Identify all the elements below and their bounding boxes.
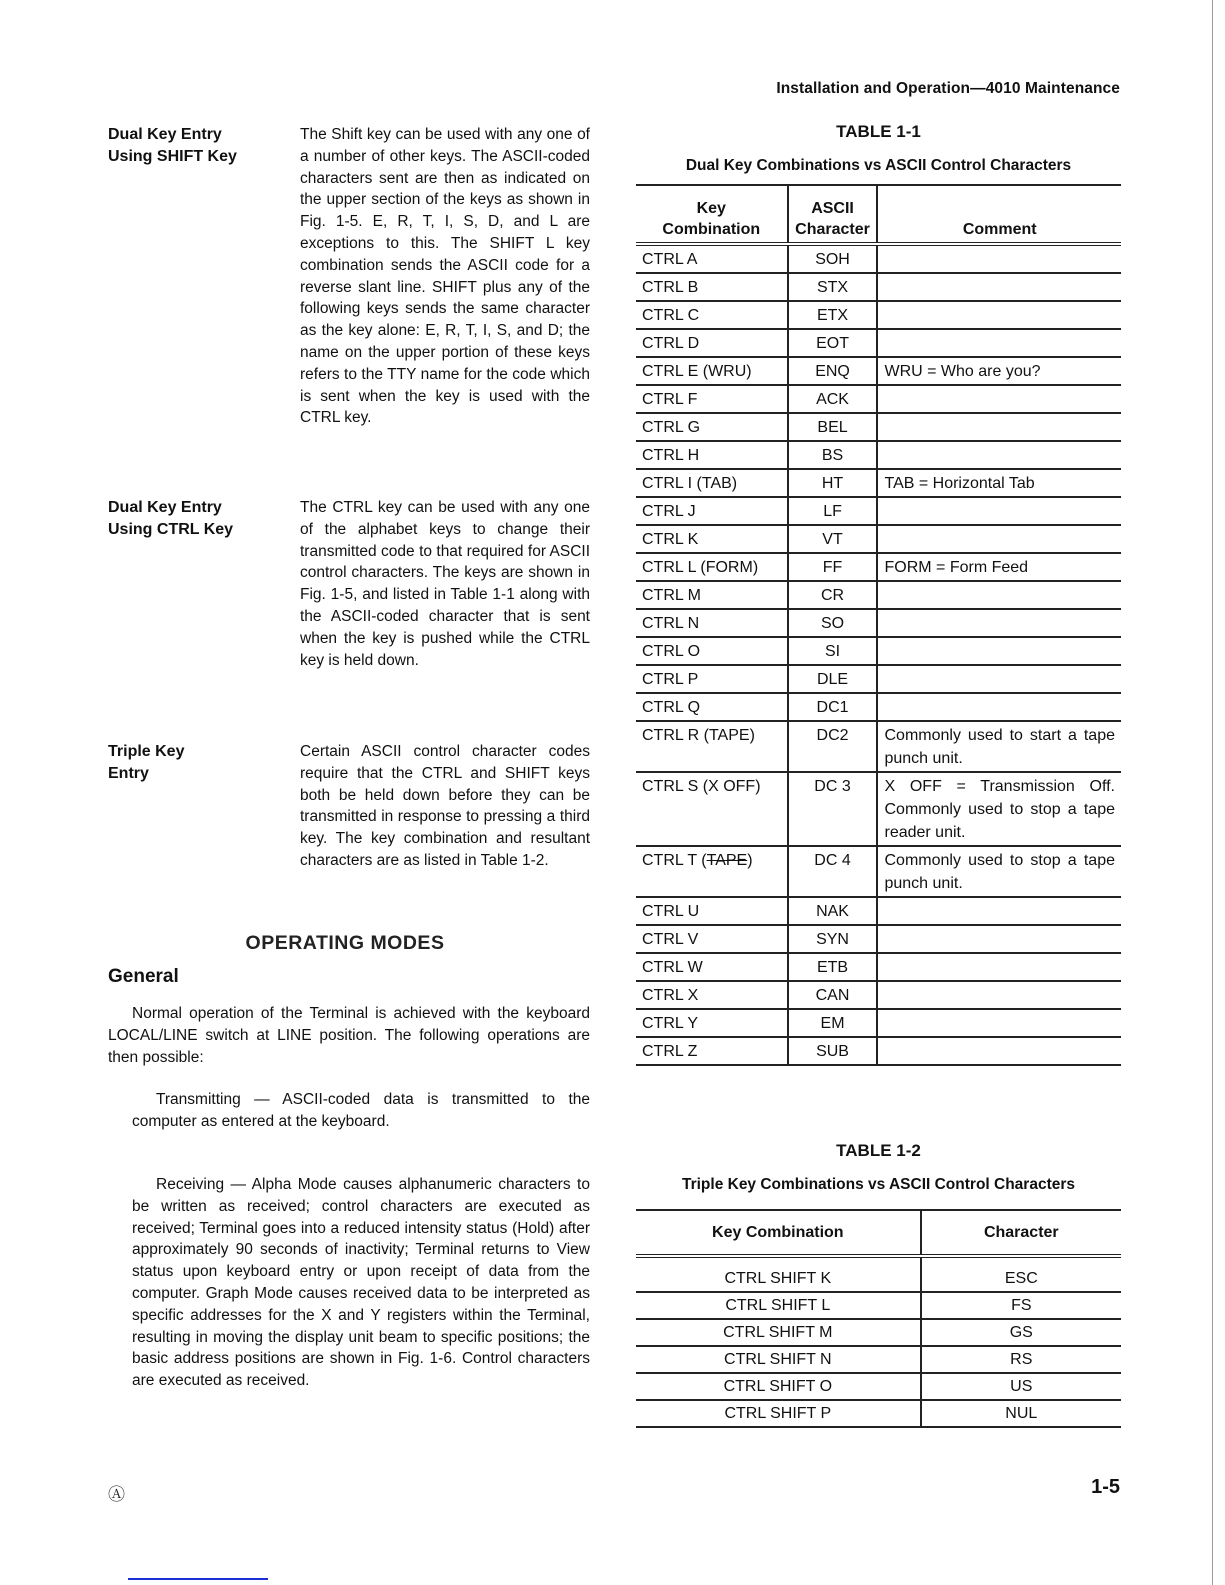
table-row: CTRL D EOT (636, 329, 1121, 357)
table-row: CTRL Z SUB (636, 1037, 1121, 1065)
table-dual-key-combinations (636, 184, 1121, 1066)
scan-artifact-rule (128, 1578, 268, 1580)
table-header-row (636, 1210, 1121, 1256)
table-row: CTRL SHIFT M GS (636, 1319, 1121, 1346)
page-number: 1-5 (1091, 1476, 1120, 1498)
column-header-key-combination: Key Combination (636, 1210, 921, 1256)
side-heading-shift: Dual Key Entry Using SHIFT Key (108, 126, 237, 165)
table-row: CTRL K VT (636, 525, 1121, 553)
running-header: Installation and Operation—4010 Maintenance (776, 80, 1120, 97)
table-row: CTRL G BEL (636, 413, 1121, 441)
table-row: CTRL W ETB (636, 953, 1121, 981)
section-body-shift: The Shift key can be used with any one of a number of other keys. The ASCII-coded characters sent are then as indicated on the upper section of the keys as shown in Fig. 1-5. E, R, T, I, S, D, and L are exceptions to this. The SHIFT L key combination sends the ASCII code for a reverse slant line. SHIFT plus any of the following keys sends the same character as the key alone: E, R, T, I, S, and D; the name on the upper portion of these keys refers to the TTY name for the code which is sent when the key is used with the CTRL key. (300, 126, 590, 427)
paragraph-transmitting: Transmitting — ASCII-coded data is transmitted to the computer as entered at the keyboard. (132, 1091, 590, 1130)
section-body-ctrl: The CTRL key can be used with any one of the alphabet keys to change their transmitted code to that required for ASCII control characters. The keys are shown in Fig. 1-5, and listed in Table 1-1 along with the ASCII-coded character that is sent when the key is pushed while the CTRL key is held down. (300, 499, 590, 669)
table-1-1-number: TABLE 1-1 (836, 122, 921, 141)
table-row: CTRL F ACK (636, 385, 1121, 413)
column-header-key-combination: Key Combination (636, 185, 788, 244)
table-row: CTRL S (X OFF) DC 3 X OFF = Transmission Off. Commonly used to stop a tape reader unit. (636, 772, 1121, 846)
table-row: CTRL C ETX (636, 301, 1121, 329)
table-row: CTRL Y EM (636, 1009, 1121, 1037)
table-row: CTRL U NAK (636, 897, 1121, 925)
section-body-triple: Certain ASCII control character codes require that the CTRL and SHIFT keys both be held down before they can be transmitted in response to pressing a third key. The key combination and resultant characters are as listed in Table 1-2. (300, 743, 590, 869)
subheading-general: General (108, 966, 179, 987)
table-row: CTRL SHIFT N RS (636, 1346, 1121, 1373)
column-header-character: Character (983, 1224, 1059, 1241)
table-row: CTRL SHIFT O US (636, 1373, 1121, 1400)
table-triple-key-combinations (636, 1209, 1121, 1428)
key-cell-ctrl-t: CTRL T (TAPE) (636, 846, 788, 897)
table-1-1-title: Dual Key Combinations vs ASCII Control Characters (685, 157, 1072, 174)
table-row: CTRL L (FORM) FF FORM = Form Feed (636, 553, 1121, 581)
side-heading-ctrl: Dual Key Entry Using CTRL Key (108, 499, 234, 538)
table-row: CTRL R (TAPE) DC2 Commonly used to start a tape punch unit. (636, 721, 1121, 772)
table-row: CTRL I (TAB) HT TAB = Horizontal Tab (636, 469, 1121, 497)
table-row: CTRL E (WRU) ENQ WRU = Who are you? (636, 357, 1121, 385)
table-row: CTRL O SI (636, 637, 1121, 665)
table-row: CTRL A SOH (636, 244, 1121, 273)
side-heading-triple: Triple Key Entry (108, 743, 185, 782)
paragraph-receiving: Receiving — Alpha Mode causes alphanumeric characters to be written as received; control characters are executed as received; Terminal goes into a reduced intensity status (Hold) after approximately 90 seconds of inactivity; Terminal returns to View status upon keyboard entry or upon receipt of data from the computer. Graph Mode causes received data to be interpreted as specific addresses for the X and Y registers within the Terminal, resulting in moving the display unit beam to specific positions; the basic address positions are shown in Fig. 1-6. Control characters are executed as received. (132, 1176, 590, 1390)
table-row: CTRL P DLE (636, 665, 1121, 693)
column-header-comment: Comment (962, 221, 1037, 238)
table-row: CTRL V SYN (636, 925, 1121, 953)
table-row: CTRL Q DC1 (636, 693, 1121, 721)
table-header-row (636, 185, 1121, 244)
scan-margin-line (1212, 0, 1213, 1585)
table-row: CTRL M CR (636, 581, 1121, 609)
table-row: CTRL SHIFT P NUL (636, 1400, 1121, 1427)
table-row: CTRL T (TAPE) DC 4 Commonly used to stop a tape punch unit. (636, 846, 1121, 897)
revision-mark-icon: Ⓐ (108, 1485, 125, 1504)
column-header-ascii-character: ASCII Character (788, 185, 878, 244)
table-row: CTRL J LF (636, 497, 1121, 525)
table-row: CTRL SHIFT L FS (636, 1292, 1121, 1319)
paragraph-general-intro: Normal operation of the Terminal is achieved with the keyboard LOCAL/LINE switch at LINE position. The following operations are then possible: (108, 1005, 590, 1066)
table-row: CTRL SHIFT K ESC (636, 1256, 1121, 1292)
table-row: CTRL H BS (636, 441, 1121, 469)
struck-through-text: TAPE (706, 852, 748, 869)
section-title-operating-modes: OPERATING MODES (245, 932, 445, 954)
table-row: CTRL X CAN (636, 981, 1121, 1009)
table-row: CTRL B STX (636, 273, 1121, 301)
table-row: CTRL N SO (636, 609, 1121, 637)
table-1-2-number: TABLE 1-2 (836, 1141, 921, 1160)
table-1-2-title: Triple Key Combinations vs ASCII Control Characters (681, 1176, 1076, 1193)
